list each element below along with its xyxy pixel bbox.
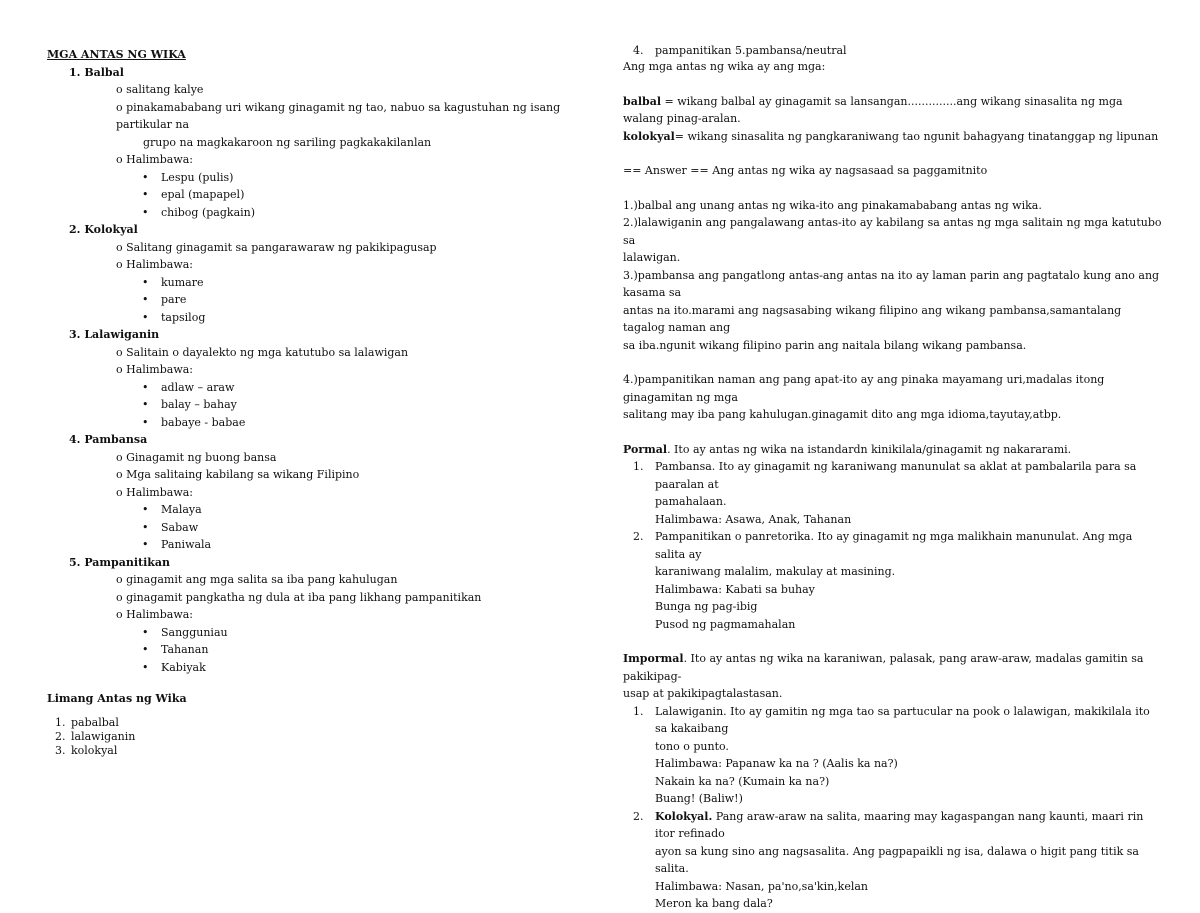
paragraph-3: 3.)pambansa ang pangatlong antas-ang antas na ito ay laman parin ang pagtatalo kung ano ang kasama sa [623,268,1160,299]
example-item: • Sabaw [47,519,587,537]
bullet-item: o salitang kalye [116,83,204,96]
impormal-item-1-example: Halimbawa: Papanaw ka na ? (Aalis ka na?) [655,757,898,770]
paragraph-1: 1.)balbal ang unang antas ng wika-ito ang pinakamababang antas ng wika. [623,198,1042,212]
example-item: • Paniwala [47,536,587,554]
bullet-item: o Halimbawa: [116,363,194,376]
example-item: • kumare [47,274,587,292]
pormal-item-1-example: Halimbawa: Asawa, Anak, Tahanan [655,512,852,526]
pormal-item-1: 1. Pambansa. Ito ay ginagamit ng karaniwang manunulat sa aklat at pambalarila para sa paaralan at [633,460,1137,491]
example-item: • tapsilog [47,309,587,327]
list-item-4: 4. pampanitikan 5.pambansa/neutral [633,44,847,57]
example-item: • chibog (pagkain) [47,204,587,222]
pormal-item-2-example: Bunga ng pag-ibig [655,600,758,613]
right-column [623,44,1163,913]
section-heading-pampanitikan: 5. Pampanitikan [69,555,171,569]
example-item: • pare [47,291,587,309]
paragraph-2: 2.)lalawiganin ang pangalawang antas-ito ay kabilang sa antas ng mga salitain ng mga katutubo sa [623,216,1162,247]
bullet-item: o Ginagamit ng buong bansa [116,450,277,464]
example-item: • babaye - babae [47,414,587,432]
impormal-item-2: 2. Kolokyal. Pang araw-araw na salita, maaring may kagaspangan nang kaunti, maari rin itor refinado [633,809,1144,840]
list-item: 2. lalawiganin [55,729,136,743]
example-item: • Kabiyak [47,659,587,677]
kolokyal-definition: kolokyal= wikang sinasalita ng pangkaraniwang tao ngunit bahagyang tinatanggap ng lipunan [623,129,1159,143]
left-column [47,46,587,758]
bullet-text: o pinakamababang uri wikang ginagamit ng tao, nabuo sa kagustuhan ng isang partikular na [116,100,561,131]
example-item: • Malaya [47,501,587,519]
pormal-item-1-cont: pamahalaan. [655,495,727,508]
subtitle-limang-antas: Limang Antas ng Wika [47,692,187,705]
bullet-item: o Mga salitaing kabilang sa wikang Filipino [116,468,360,481]
section-heading-pambansa: 4. Pambansa [69,433,148,446]
paragraph-2-cont: lalawigan. [623,251,681,264]
example-item: • Lespu (pulis) [47,169,587,187]
bullet-item: o Halimbawa: [116,258,194,271]
bullet-item: o Halimbawa: [116,485,194,499]
example-item: • adlaw – araw [47,379,587,397]
list-item: 1. pabalbal [55,715,119,729]
bullet-item [47,99,587,152]
list-item: 3. kolokyal [55,743,118,757]
bullet-item: o ginagamit ang mga salita sa iba pang kahulugan [116,573,398,586]
impormal-item-1-cont: tono o punto. [655,739,729,753]
impormal-item-1-example: Nakain ka na? (Kumain ka na?) [655,774,830,788]
pormal-item-2: 2. Pampanitikan o panretorika. Ito ay ginagamit ng mga malikhain manunulat. Ang mga salita ay [633,530,1133,561]
example-item: • Sangguniau [47,624,587,642]
paragraph-3-cont: sa iba.ngunit wikang filipino parin ang naitala bilang wikang pambansa. [623,338,1027,352]
pormal-definition: Pormal. Ito ay antas ng wika na istandardn kinikilala/ginagamit ng nakararami. [623,442,1072,456]
section-heading-lalawiganin: 3. Lalawiganin [69,328,160,341]
section-heading-balbal: 1. Balbal [69,65,124,79]
bullet-item: o ginagamit pangkatha ng dula at iba pang likhang pampanitikan [116,590,482,604]
impormal-item-2-example: Halimbawa: Nasan, pa'no,sa'kin,kelan [655,879,869,893]
spacer [47,676,587,690]
example-item: • epal (mapapel) [47,186,587,204]
impormal-item-1-example: Buang! (Baliw!) [655,792,743,805]
example-item: • Tahanan [47,641,587,659]
bullet-item: o Halimbawa: [116,608,194,621]
pormal-item-2-cont: karaniwang malalim, makulay at masining. [655,565,896,578]
bullet-text-continued: grupo na magkakaroon ng sariling pagkakakilanlan [143,135,432,149]
bullet-item: o Halimbawa: [116,153,194,166]
bullet-item: o Salitain o dayalekto ng mga katutubo sa lalawigan [116,345,409,359]
paragraph-3-cont: antas na ito.marami ang nagsasabing wikang filipino ang wikang pambansa,samantalang tagalog naman ang [623,303,1122,334]
impormal-item-2-example: Meron ka bang dala? [655,897,773,910]
impormal-definition-cont: usap at pakikipagtalastasan. [623,687,783,700]
pormal-item-2-example: Pusod ng pagmamahalan [655,617,796,631]
section-heading-kolokyal: 2. Kolokyal [69,223,138,236]
example-item: • balay – bahay [47,396,587,414]
impormal-definition: Impormal. Ito ay antas ng wika na karaniwan, palasak, pang araw-araw, madalas gamitin sa pakikipag- [623,652,1144,683]
pormal-item-2-example: Halimbawa: Kabati sa buhay [655,582,815,596]
bullet-item: o Salitang ginagamit sa pangarawaraw ng pakikipagusap [116,240,437,254]
impormal-item-1: 1. Lalawiganin. Ito ay gamitin ng mga tao sa partucular na pook o lalawigan, makikilala ito sa kakaibang [633,704,1150,735]
paragraph-4: 4.)pampanitikan naman ang pang apat-ito ay ang pinaka mayamang uri,madalas itong ginagamitan ng mga [623,373,1105,404]
document-title: MGA ANTAS NG WIKA [47,48,186,61]
paragraph-4-cont: salitang may iba pang kahulugan.ginagamit dito ang mga idioma,tayutay,atbp. [623,408,1062,421]
intro-text: Ang mga antas ng wika ay ang mga: [623,60,826,73]
impormal-item-2-cont: ayon sa kung sino ang nagsasalita. Ang pagpapaikli ng isa, dalawa o higit pang titik sa salita. [655,844,1139,875]
answer-text: == Answer == Ang antas ng wika ay nagsasaad sa paggamitnito [623,164,988,177]
balbal-definition: balbal = wikang balbal ay ginagamit sa lansangan..............ang wikang sinasalita ng mga walang pinag-aralan. [623,94,1123,125]
